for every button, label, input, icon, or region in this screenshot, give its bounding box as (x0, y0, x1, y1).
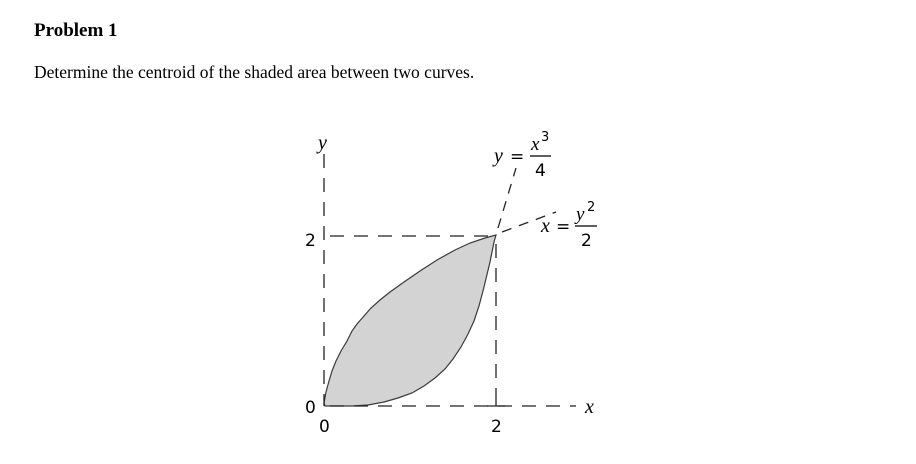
problem-title: Problem 1 (34, 20, 118, 41)
curve1-extension (498, 168, 516, 228)
curve1-den: 4 (535, 161, 546, 181)
curve1-num-exp: 3 (541, 130, 550, 145)
problem-statement: Determine the centroid of the shaded area between two curves. (34, 62, 475, 82)
tick-label-y0: 0 (305, 398, 316, 418)
curve2-den: 2 (581, 231, 592, 251)
tick-label-y2: 2 (305, 231, 316, 251)
curve1-num-base: x (531, 134, 540, 155)
curve1-equals: = (510, 147, 525, 167)
curve2-num-exp: 2 (587, 200, 596, 215)
curve1-equation (492, 130, 551, 181)
curve1-lhs: y (494, 145, 503, 167)
curve2-lhs: x (541, 215, 550, 237)
curve2-equation (540, 200, 597, 251)
curve2-num-base: y (576, 204, 585, 225)
shaded-area (324, 235, 496, 406)
tick-label-x0: 0 (319, 417, 330, 437)
y-axis-label: y (318, 132, 327, 154)
curve2-equals: = (556, 217, 571, 237)
x-axis-label: x (585, 396, 594, 418)
tick-label-x2: 2 (491, 417, 502, 437)
